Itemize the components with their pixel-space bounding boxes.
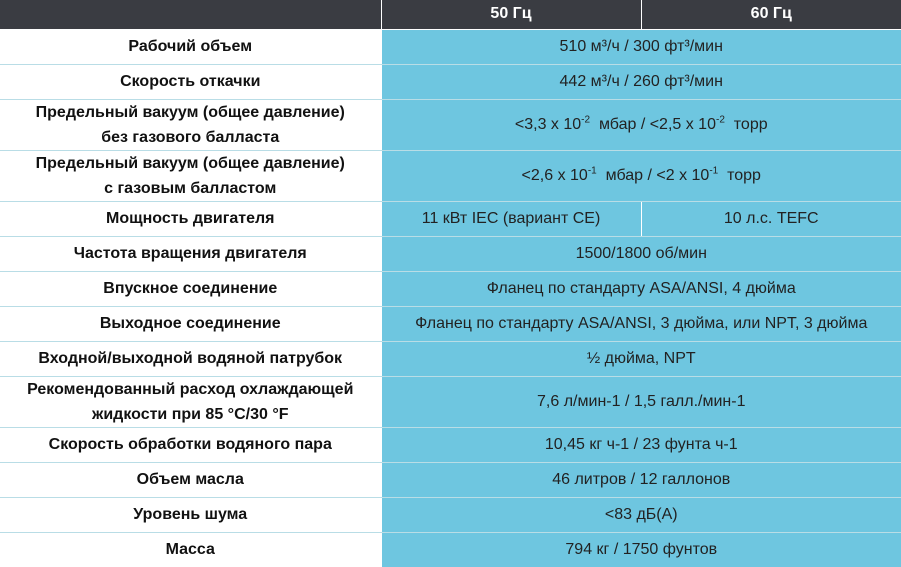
table-row	[0, 201, 901, 236]
row-value: ½ дюйма, NPT	[381, 341, 901, 376]
row-label-line2: с газовым балластом	[104, 179, 277, 197]
row-label: Скорость обработки водяного пара	[0, 427, 381, 462]
value-part: мбар / <2 x 10	[596, 167, 710, 184]
row-label: Выходное соединение	[0, 306, 381, 341]
table-row	[0, 64, 901, 99]
row-label	[0, 150, 381, 201]
row-label: Объем масла	[0, 462, 381, 497]
table-row	[0, 271, 901, 306]
row-label: Уровень шума	[0, 497, 381, 532]
row-value: Фланец по стандарту ASA/ANSI, 3 дюйма, или NPT, 3 дюйма	[381, 306, 901, 341]
value-exponent: -2	[715, 114, 725, 126]
row-value: 442 м³/ч / 260 фт³/мин	[381, 64, 901, 99]
value-part: торр	[724, 116, 768, 133]
row-label	[0, 376, 381, 427]
row-value: 46 литров / 12 галлонов	[381, 462, 901, 497]
header-row	[0, 0, 901, 29]
header-50hz: 50 Гц	[381, 0, 641, 29]
row-value-60hz: 10 л.с. TEFC	[641, 201, 901, 236]
table-row	[0, 532, 901, 567]
table-row	[0, 497, 901, 532]
row-label-line2: жидкости при 85 °C/30 °F	[92, 405, 289, 423]
row-value: 7,6 л/мин-1 / 1,5 галл./мин-1	[381, 376, 901, 427]
row-value: <83 дБ(A)	[381, 497, 901, 532]
row-label-line2: без газового балласта	[101, 128, 280, 146]
table-row	[0, 236, 901, 271]
row-label	[0, 99, 381, 150]
value-part: <3,3 x 10	[514, 116, 582, 133]
value-exponent: -2	[581, 114, 591, 126]
row-label-line1: Рекомендованный расход охлаждающей	[27, 380, 354, 398]
row-value: 510 м³/ч / 300 фт³/мин	[381, 29, 901, 64]
table-row	[0, 29, 901, 64]
row-value	[381, 99, 901, 150]
table-row	[0, 427, 901, 462]
table-row	[0, 99, 901, 150]
row-label: Частота вращения двигателя	[0, 236, 381, 271]
row-label: Скорость откачки	[0, 64, 381, 99]
row-label: Впускное соединение	[0, 271, 381, 306]
row-label-line1: Предельный вакуум (общее давление)	[35, 103, 345, 121]
table-row	[0, 376, 901, 427]
row-label: Входной/выходной водяной патрубок	[0, 341, 381, 376]
value-part: мбар / <2,5 x 10	[590, 116, 716, 133]
row-value-50hz: 11 кВт IEC (вариант CE)	[381, 201, 641, 236]
row-value: 10,45 кг ч-1 / 23 фунта ч-1	[381, 427, 901, 462]
value-exponent: -1	[587, 165, 597, 177]
row-value: Фланец по стандарту ASA/ANSI, 4 дюйма	[381, 271, 901, 306]
value-exponent: -1	[709, 165, 719, 177]
row-label-line1: Предельный вакуум (общее давление)	[35, 154, 345, 172]
row-value: 1500/1800 об/мин	[381, 236, 901, 271]
row-value	[381, 150, 901, 201]
value-part: торр	[718, 167, 761, 184]
table-row	[0, 306, 901, 341]
row-label: Мощность двигателя	[0, 201, 381, 236]
table-row	[0, 462, 901, 497]
header-corner	[0, 0, 381, 29]
row-value: 794 кг / 1750 фунтов	[381, 532, 901, 567]
row-label: Рабочий объем	[0, 29, 381, 64]
table-row	[0, 150, 901, 201]
table-row	[0, 341, 901, 376]
value-part: <2,6 x 10	[521, 167, 588, 184]
header-60hz: 60 Гц	[641, 0, 901, 29]
row-label: Масса	[0, 532, 381, 567]
